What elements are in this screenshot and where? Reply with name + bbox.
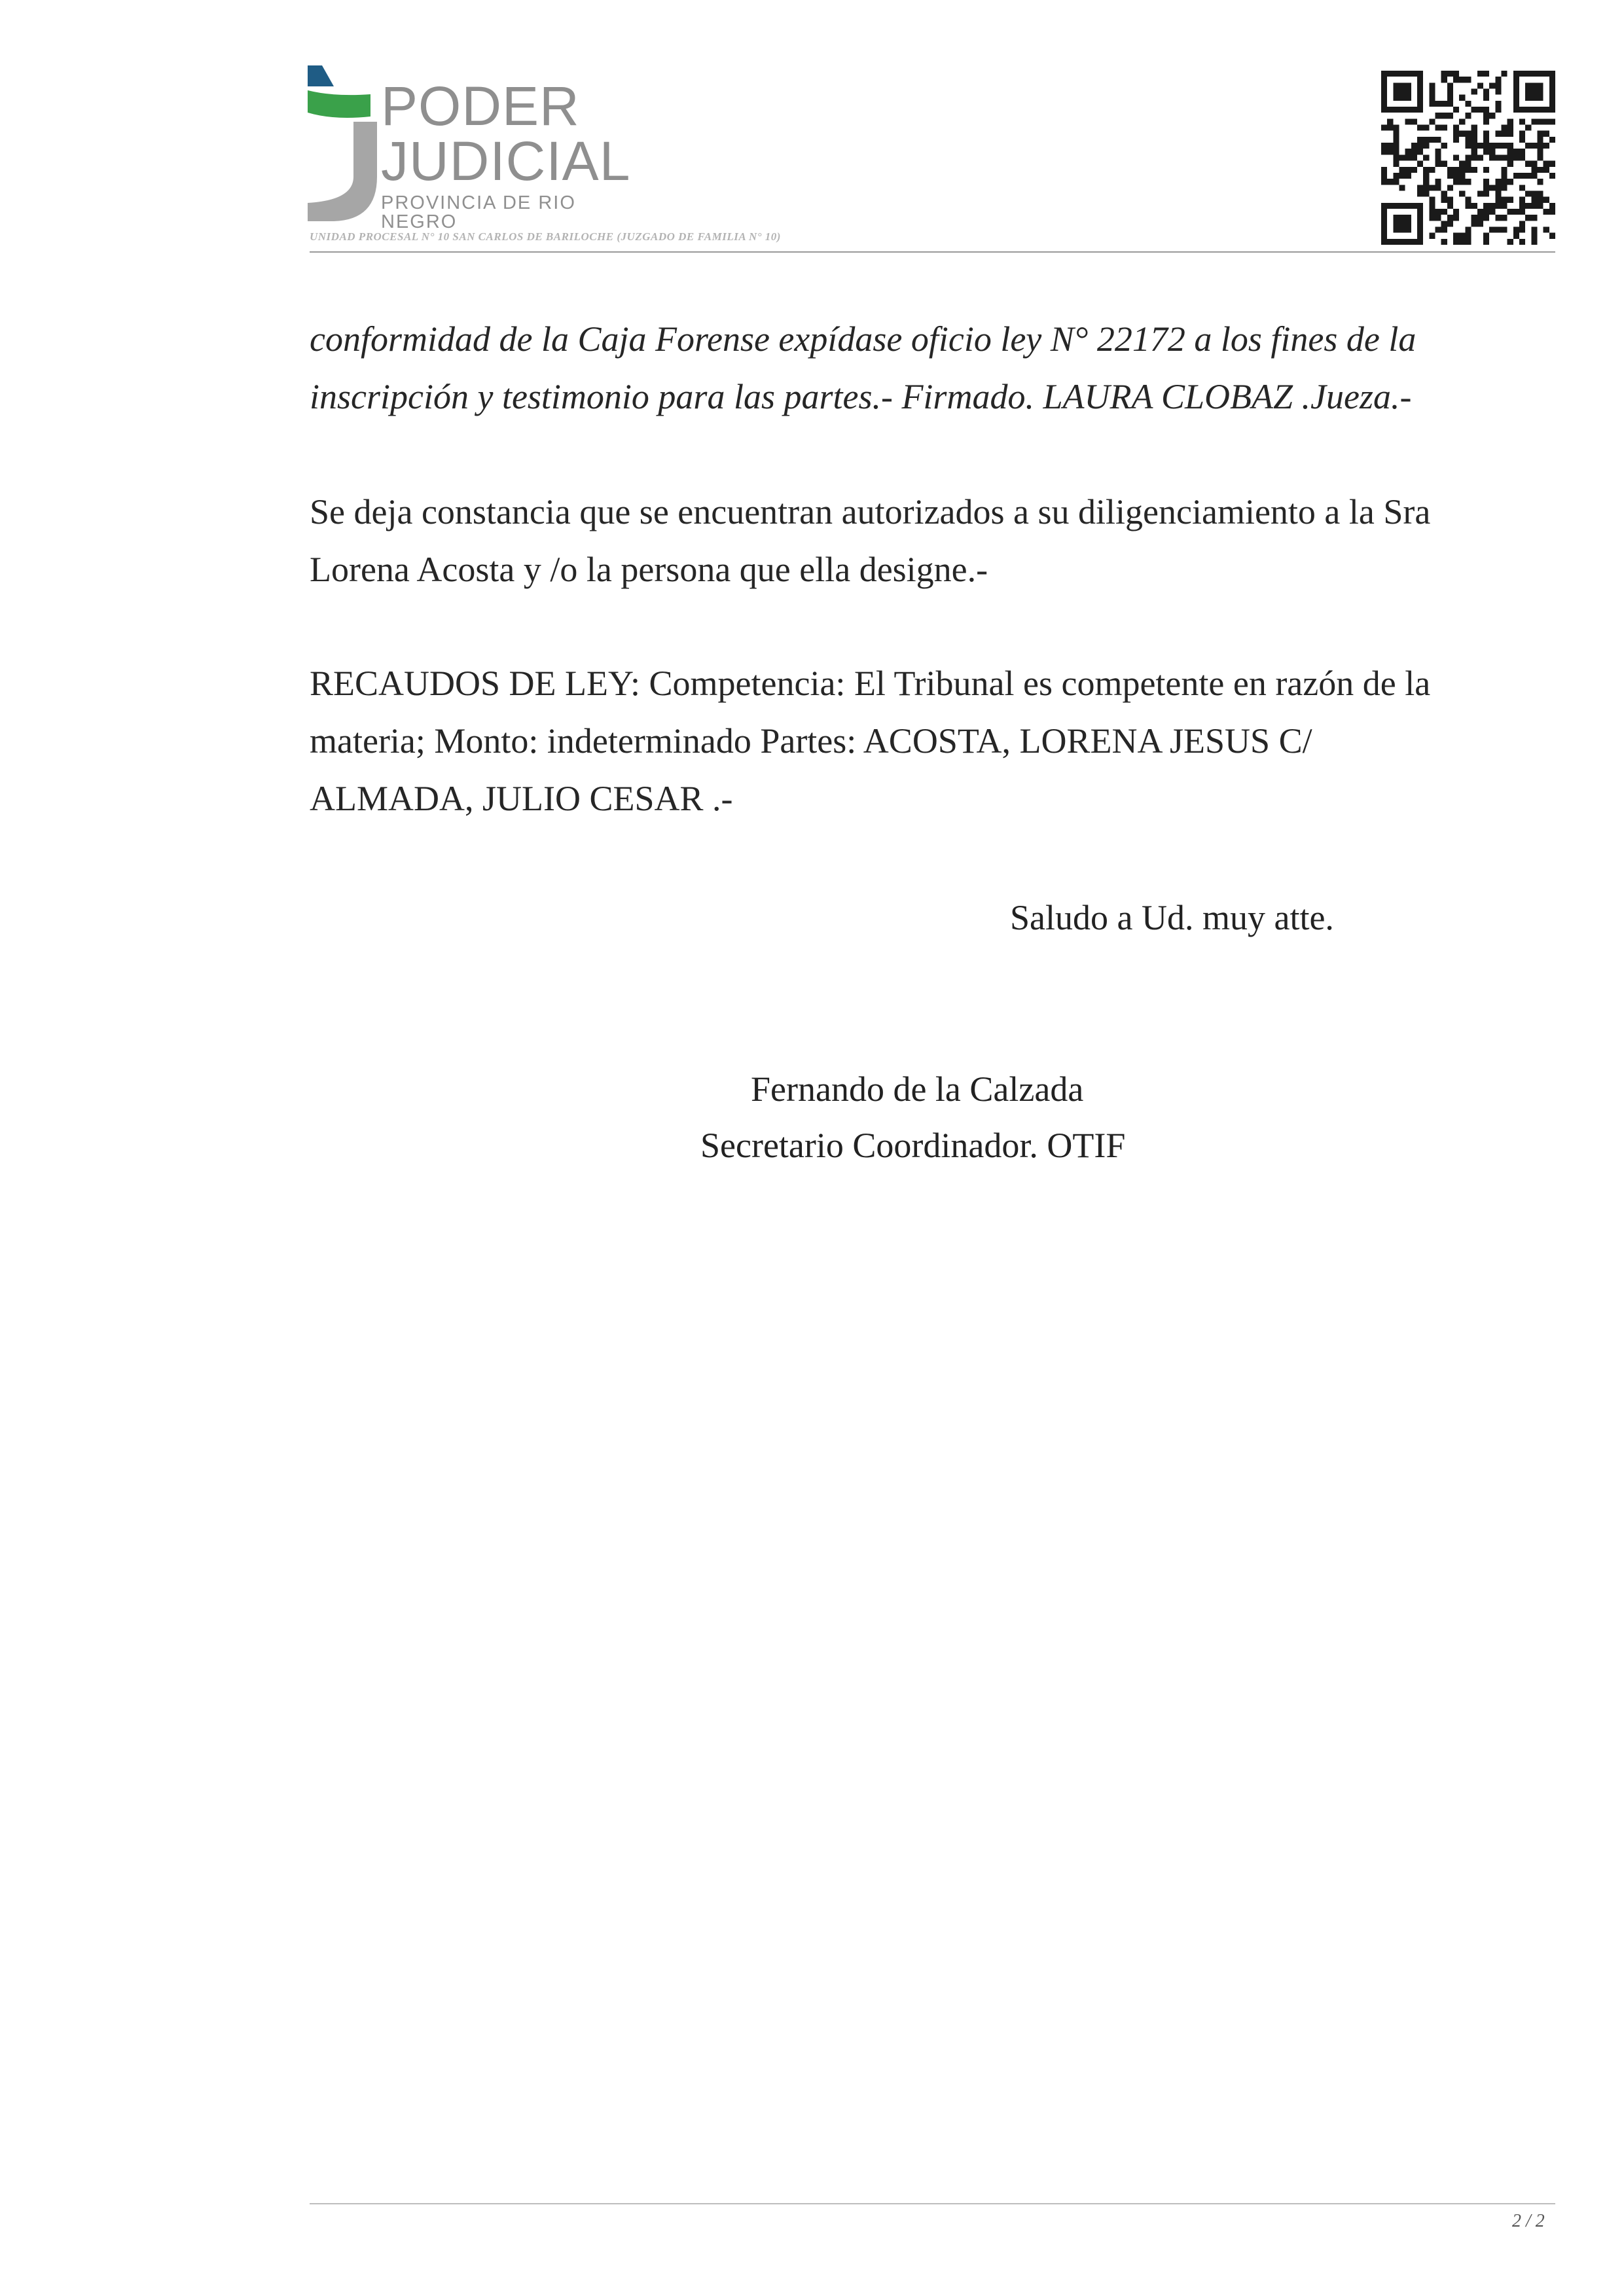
paragraph-line: RECAUDOS DE LEY: Competencia: El Tribunal es competente en razón de la bbox=[310, 664, 1431, 703]
paragraph-recaudos bbox=[310, 655, 1560, 827]
paragraph-line: Se deja constancia que se encuentran autorizados a su diligenciamiento a la Sra bbox=[310, 492, 1431, 531]
header-divider bbox=[310, 251, 1555, 253]
signature-name: Fernando de la Calzada bbox=[751, 1069, 1084, 1109]
paragraph-resolution bbox=[310, 310, 1560, 425]
closing-greeting: Saludo a Ud. muy atte. bbox=[1010, 898, 1334, 937]
logo-line-judicial: JUDICIAL bbox=[381, 130, 631, 192]
paragraph-authorization bbox=[310, 483, 1560, 598]
logo-line-province: PROVINCIA DE RIO NEGRO bbox=[381, 192, 576, 232]
paragraph-line: inscripción y testimonio para las partes.- Firmado. LAURA CLOBAZ .Jueza.- bbox=[310, 377, 1412, 416]
signature-title: Secretario Coordinador. OTIF bbox=[700, 1126, 1126, 1165]
poder-judicial-logo bbox=[308, 65, 648, 232]
page-number: 2 / 2 bbox=[1512, 2211, 1545, 2231]
paragraph-line: conformidad de la Caja Forense expídase oficio ley N° 22172 a los fines de la bbox=[310, 319, 1416, 359]
footer-divider bbox=[310, 2203, 1555, 2204]
unit-label: UNIDAD PROCESAL N° 10 SAN CARLOS DE BARILOCHE (JUZGADO DE FAMILIA N° 10) bbox=[310, 230, 781, 243]
logo-emblem-icon bbox=[308, 65, 380, 223]
paragraph-line: ALMADA, JULIO CESAR .- bbox=[310, 779, 733, 818]
logo-line-poder: PODER bbox=[381, 75, 580, 137]
logo-text bbox=[381, 75, 648, 232]
qr-code-icon bbox=[1381, 71, 1555, 245]
paragraph-line: materia; Monto: indeterminado Partes: ACOSTA, LORENA JESUS C/ bbox=[310, 721, 1312, 761]
paragraph-line: Lorena Acosta y /o la persona que ella designe.- bbox=[310, 550, 988, 589]
